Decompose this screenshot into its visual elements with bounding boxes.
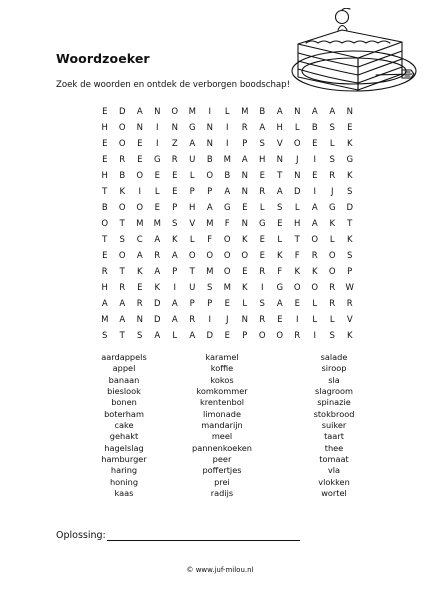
- word-list-item: komkommer: [196, 386, 248, 397]
- grid-cell: I: [313, 331, 316, 341]
- solution-label: Oplossing:: [56, 530, 106, 541]
- grid-cell: N: [294, 107, 301, 117]
- grid-cell: R: [259, 187, 266, 197]
- word-list-item: aardappels: [101, 352, 147, 362]
- word-list-item: krentenbol: [199, 397, 245, 408]
- solution-field: [56, 530, 300, 541]
- word-list-item: bieslook: [107, 386, 141, 397]
- grid-cell: S: [137, 331, 143, 341]
- word-list-item: poffertjes: [202, 465, 242, 476]
- word-list-item: boterham: [104, 408, 144, 419]
- grid-cell: F: [277, 267, 283, 277]
- grid-cell: T: [294, 235, 300, 245]
- grid-cell: E: [154, 171, 160, 181]
- grid-cell: E: [102, 155, 108, 165]
- grid-cell: L: [259, 203, 265, 213]
- grid-cell: U: [189, 155, 196, 165]
- grid-cell: R: [259, 267, 266, 277]
- grid-cell: A: [311, 219, 318, 229]
- word-list-column-3: [292, 352, 376, 499]
- grid-cell: W: [345, 283, 354, 293]
- grid-cell: R: [259, 315, 266, 325]
- grid-cell: M: [241, 107, 249, 117]
- grid-cell: H: [189, 203, 196, 213]
- grid-cell: K: [171, 235, 178, 245]
- grid-cell: R: [189, 315, 196, 325]
- grid-cell: K: [276, 251, 283, 261]
- grid-cell: S: [207, 283, 213, 293]
- grid-cell: E: [277, 315, 283, 325]
- grid-cell: S: [102, 331, 108, 341]
- grid-cell: O: [223, 251, 231, 261]
- word-list-item: limonade: [203, 408, 241, 419]
- grid-cell: G: [223, 203, 231, 213]
- grid-cell: G: [328, 203, 336, 213]
- grid-cell: E: [154, 203, 160, 213]
- grid-cell: E: [102, 107, 108, 117]
- grid-cell: I: [138, 187, 141, 197]
- grid-cell: L: [312, 315, 318, 325]
- grid-cell: L: [294, 123, 300, 133]
- grid-cell: A: [154, 267, 161, 277]
- grid-cell: K: [346, 139, 353, 149]
- grid-cell: A: [329, 107, 336, 117]
- grid-cell: D: [153, 299, 161, 309]
- grid-cell: B: [206, 155, 213, 165]
- grid-cell: D: [153, 315, 161, 325]
- grid-cell: R: [119, 283, 126, 293]
- grid-cell: R: [329, 171, 336, 181]
- grid-cell: F: [207, 235, 213, 245]
- grid-cell: E: [294, 299, 300, 309]
- grid-cell: K: [294, 267, 301, 277]
- grid-cell: F: [224, 219, 230, 229]
- grid-cell: E: [259, 251, 265, 261]
- grid-cell: S: [172, 219, 178, 229]
- grid-cell: O: [101, 219, 109, 229]
- grid-cell: M: [206, 219, 214, 229]
- grid-cell: V: [346, 315, 353, 325]
- grid-cell: O: [311, 235, 319, 245]
- grid-cell: O: [118, 251, 126, 261]
- grid-cell: N: [171, 123, 178, 133]
- grid-cell: L: [329, 235, 335, 245]
- grid-cell: I: [155, 123, 159, 133]
- grid-cell: G: [258, 219, 266, 229]
- grid-cell: A: [171, 299, 178, 309]
- grid-cell: T: [119, 267, 125, 277]
- grid-cell: O: [118, 123, 126, 133]
- grid-cell: O: [223, 267, 231, 277]
- grid-cell: B: [101, 203, 108, 213]
- word-list-item: prei: [214, 476, 230, 487]
- grid-cell: C: [136, 235, 143, 245]
- grid-cell: I: [313, 155, 316, 165]
- grid-cell: P: [347, 267, 353, 277]
- grid-cell: E: [224, 299, 230, 309]
- grid-cell: K: [346, 235, 353, 245]
- grid-cell: R: [294, 331, 301, 341]
- grid-cell: P: [189, 299, 195, 309]
- grid-cell: N: [206, 123, 213, 133]
- word-list-item: gehakt: [109, 431, 139, 442]
- grid-cell: E: [347, 123, 353, 133]
- grid-cell: O: [258, 331, 266, 341]
- grid-cell: T: [189, 267, 195, 277]
- grid-cell: O: [206, 171, 214, 181]
- grid-cell: E: [172, 187, 178, 197]
- grid-cell: S: [329, 155, 335, 165]
- grid-cell: I: [260, 283, 264, 293]
- grid-cell: T: [102, 187, 108, 197]
- grid-cell: L: [329, 315, 335, 325]
- grid-cell: G: [188, 123, 196, 133]
- grid-cell: A: [241, 155, 248, 165]
- grid-cell: N: [136, 315, 143, 325]
- grid-cell: I: [295, 315, 299, 325]
- grid-cell: E: [312, 139, 318, 149]
- grid-cell: I: [313, 187, 316, 197]
- grid-cell: A: [311, 107, 318, 117]
- grid-cell: N: [241, 171, 248, 181]
- grid-cell: I: [225, 139, 229, 149]
- grid-cell: H: [101, 171, 108, 181]
- grid-cell: G: [276, 283, 284, 293]
- grid-cell: E: [137, 155, 143, 165]
- grid-cell: B: [119, 171, 126, 181]
- word-list-column-1: [82, 352, 166, 499]
- grid-cell: H: [259, 155, 266, 165]
- grid-cell: L: [172, 331, 178, 341]
- grid-cell: I: [208, 107, 211, 117]
- grid-cell: A: [311, 203, 318, 213]
- grid-cell: O: [223, 235, 231, 245]
- cake-slice-on-plate-with-fork-icon: [286, 8, 421, 100]
- grid-cell: F: [294, 251, 300, 261]
- grid-cell: E: [242, 203, 248, 213]
- grid-cell: H: [276, 123, 283, 133]
- grid-cell: A: [119, 299, 126, 309]
- grid-cell: L: [294, 203, 300, 213]
- grid-cell: E: [224, 331, 230, 341]
- grid-cell: S: [347, 251, 353, 261]
- grid-cell: B: [224, 171, 231, 181]
- word-list-item: hagelslag: [104, 442, 144, 453]
- grid-cell: E: [277, 219, 283, 229]
- grid-cell: B: [259, 107, 266, 117]
- grid-cell: K: [346, 331, 353, 341]
- grid-cell: A: [224, 187, 231, 197]
- word-list-item: peer: [212, 454, 232, 465]
- grid-cell: N: [276, 155, 283, 165]
- grid-cell: A: [259, 123, 266, 133]
- grid-cell: A: [154, 331, 161, 341]
- grid-cell: S: [329, 331, 335, 341]
- grid-cell: L: [224, 107, 230, 117]
- grid-cell: K: [136, 267, 143, 277]
- grid-cell: T: [119, 331, 125, 341]
- grid-cell: H: [101, 283, 108, 293]
- grid-cell: V: [276, 139, 283, 149]
- word-list-item: vlokken: [318, 476, 350, 487]
- grid-cell: E: [137, 283, 143, 293]
- grid-cell: N: [241, 315, 248, 325]
- grid-cell: R: [101, 267, 108, 277]
- grid-cell: O: [118, 203, 126, 213]
- word-list-item: haring: [110, 465, 138, 476]
- grid-cell: Z: [171, 139, 178, 149]
- grid-cell: E: [259, 171, 265, 181]
- grid-cell: O: [136, 171, 144, 181]
- grid-cell: T: [119, 219, 125, 229]
- grid-cell: K: [241, 283, 248, 293]
- grid-cell: O: [293, 139, 301, 149]
- grid-cell: D: [206, 331, 214, 341]
- word-search-grid: [96, 104, 360, 344]
- grid-cell: P: [189, 187, 195, 197]
- grid-cell: N: [136, 123, 143, 133]
- word-list-item: kokos: [210, 374, 234, 385]
- grid-cell: A: [206, 203, 213, 213]
- grid-cell: P: [172, 203, 178, 213]
- grid-cell: J: [330, 187, 334, 197]
- grid-cell: R: [154, 251, 161, 261]
- grid-cell: R: [136, 299, 143, 309]
- page-title: Woordzoeker: [56, 51, 150, 66]
- grid-cell: E: [137, 139, 143, 149]
- grid-cell: O: [241, 251, 249, 261]
- grid-cell: K: [119, 187, 126, 197]
- grid-cell: O: [136, 203, 144, 213]
- grid-cell: S: [119, 235, 125, 245]
- grid-cell: M: [188, 107, 196, 117]
- grid-cell: D: [346, 203, 354, 213]
- grid-cell: A: [189, 139, 196, 149]
- grid-cell: R: [241, 123, 248, 133]
- grid-cell: D: [118, 107, 126, 117]
- grid-cell: S: [259, 299, 265, 309]
- grid-cell: A: [276, 107, 283, 117]
- grid-cell: O: [276, 331, 284, 341]
- grid-cell: B: [311, 123, 318, 133]
- word-list-item: thee: [324, 442, 344, 453]
- grid-cell: T: [277, 171, 283, 181]
- grid-cell: A: [276, 299, 283, 309]
- grid-cell: S: [329, 123, 335, 133]
- grid-cell: A: [171, 251, 178, 261]
- word-list-item: cake: [114, 420, 134, 431]
- grid-cell: R: [329, 299, 336, 309]
- grid-cell: O: [171, 107, 179, 117]
- grid-cell: K: [346, 171, 353, 181]
- word-list-item: siroop: [321, 363, 347, 374]
- grid-cell: K: [241, 235, 248, 245]
- grid-cell: E: [102, 139, 108, 149]
- word-list-item: spinazie: [317, 397, 351, 408]
- word-list-item: tomaat: [319, 454, 349, 465]
- word-list-item: honing: [109, 476, 139, 487]
- grid-cell: H: [101, 123, 108, 133]
- grid-cell: I: [173, 283, 176, 293]
- grid-cell: M: [101, 315, 109, 325]
- word-list-item: koffie: [210, 363, 234, 374]
- instruction-text: Zoek de woorden en ontdek de verborgen boodschap!: [56, 80, 291, 90]
- word-list-item: stokbrood: [313, 408, 355, 419]
- grid-cell: M: [136, 219, 144, 229]
- grid-cell: O: [118, 139, 126, 149]
- grid-cell: D: [293, 187, 301, 197]
- grid-cell: A: [189, 331, 196, 341]
- word-list-item: radijs: [210, 488, 234, 499]
- grid-cell: P: [242, 139, 248, 149]
- grid-cell: K: [329, 219, 336, 229]
- word-list-column-2: [180, 352, 264, 499]
- grid-cell: A: [101, 299, 108, 309]
- footer-credit: © www.juf-milou.nl: [186, 566, 254, 574]
- grid-cell: L: [242, 299, 248, 309]
- grid-cell: N: [346, 107, 353, 117]
- grid-cell: L: [329, 139, 335, 149]
- grid-cell: P: [207, 299, 213, 309]
- word-list-item: salade: [320, 352, 348, 362]
- grid-cell: L: [277, 235, 283, 245]
- grid-cell: R: [119, 155, 126, 165]
- grid-cell: K: [311, 267, 318, 277]
- grid-cell: R: [311, 251, 318, 261]
- grid-cell: S: [277, 203, 283, 213]
- grid-cell: P: [242, 331, 248, 341]
- grid-cell: O: [293, 283, 301, 293]
- grid-cell: M: [223, 155, 231, 165]
- grid-cell: O: [328, 251, 336, 261]
- word-list-item: karamel: [205, 352, 239, 362]
- grid-cell: A: [171, 315, 178, 325]
- word-list-item: vla: [327, 465, 341, 476]
- word-list: [82, 352, 354, 512]
- grid-cell: I: [225, 123, 229, 133]
- grid-cell: O: [328, 267, 336, 277]
- word-list-item: suiker: [321, 420, 347, 431]
- grid-cell: G: [346, 155, 354, 165]
- grid-cell: E: [242, 267, 248, 277]
- grid-cell: A: [154, 235, 161, 245]
- grid-cell: I: [208, 315, 211, 325]
- grid-cell: H: [294, 219, 301, 229]
- grid-cell: J: [295, 155, 299, 165]
- grid-cell: T: [102, 235, 108, 245]
- grid-cell: E: [172, 171, 178, 181]
- grid-cell: A: [119, 315, 126, 325]
- word-list-item: wortel: [321, 488, 347, 499]
- grid-cell: N: [241, 187, 248, 197]
- word-list-item: bonen: [111, 397, 137, 408]
- grid-cell: T: [347, 219, 353, 229]
- grid-cell: S: [259, 139, 265, 149]
- grid-cell: A: [136, 107, 143, 117]
- grid-cell: O: [188, 251, 196, 261]
- word-list-item: kaas: [114, 488, 134, 499]
- grid-cell: R: [329, 283, 336, 293]
- grid-cell: L: [154, 187, 160, 197]
- grid-cell: P: [172, 267, 178, 277]
- grid-cell: V: [189, 219, 196, 229]
- grid-cell: P: [207, 187, 213, 197]
- grid-cell: L: [189, 171, 195, 181]
- grid-cell: E: [102, 251, 108, 261]
- grid-cell: S: [347, 187, 353, 197]
- word-list-item: pannenkoeken: [192, 442, 252, 453]
- grid-cell: E: [259, 235, 265, 245]
- grid-cell: U: [189, 283, 196, 293]
- grid-cell: M: [153, 219, 161, 229]
- word-list-item: sla: [328, 374, 340, 385]
- solution-line[interactable]: [107, 530, 300, 541]
- grid-cell: N: [241, 219, 248, 229]
- grid-cell: G: [153, 155, 161, 165]
- grid-cell: I: [155, 139, 159, 149]
- word-list-item: meel: [211, 431, 233, 442]
- grid-cell: M: [206, 267, 214, 277]
- grid-cell: L: [189, 235, 195, 245]
- word-list-item: banaan: [108, 374, 140, 385]
- grid-cell: R: [346, 299, 353, 309]
- grid-cell: A: [136, 251, 143, 261]
- grid-cell: N: [206, 139, 213, 149]
- grid-cell: R: [171, 155, 178, 165]
- word-list-item: mandarijn: [201, 420, 243, 431]
- grid-cell: K: [154, 283, 161, 293]
- grid-cell: O: [311, 283, 319, 293]
- grid-cell: N: [154, 107, 161, 117]
- grid-cell: E: [312, 171, 318, 181]
- word-list-item: hamburger: [101, 454, 147, 465]
- grid-cell: L: [312, 299, 318, 309]
- grid-cell: A: [276, 187, 283, 197]
- grid-cell: O: [206, 251, 214, 261]
- grid-cell: J: [225, 315, 229, 325]
- grid-cell: M: [223, 283, 231, 293]
- grid-cell: N: [294, 171, 301, 181]
- word-list-item: slagroom: [315, 386, 353, 397]
- word-list-item: taart: [324, 431, 344, 442]
- word-list-item: appel: [112, 363, 136, 374]
